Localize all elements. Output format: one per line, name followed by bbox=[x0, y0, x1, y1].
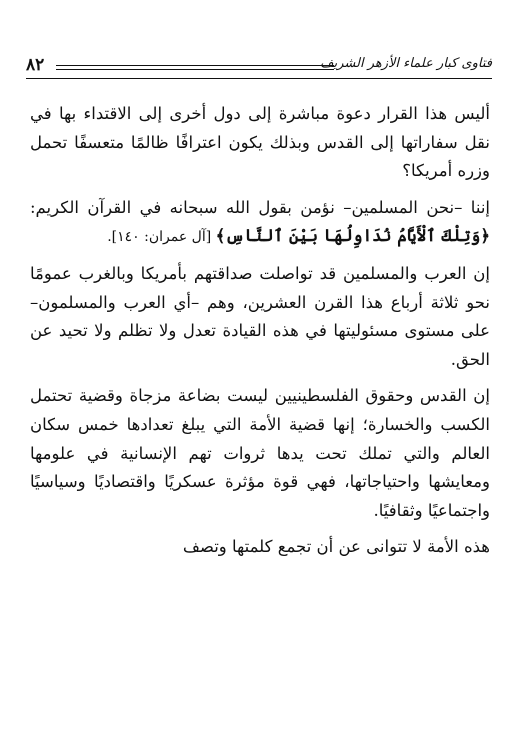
quran-verse: ﴿وَتِلْكَ ٱلْأَيَّامُ نُدَاوِلُهَا بَيْنَ ٱلنَّاسِ﴾ bbox=[215, 226, 490, 246]
verse-reference: [آل عمران: ١٤٠]. bbox=[107, 229, 216, 246]
paragraph-4: إن القدس وحقوق الفلسطينيين ليست بضاعة مزجاة وقضية تحتمل الكسب والخسارة؛ إنها قضية الأمة التي يبلغ تعدادها خمس سكان العالم والتي تملك تحت يدها ثروات تهم الإنسانية في علومها ومعايشها واحتياجاتها، فهي قوة مؤثرة عسكريًا واقتصاديًا وسياسيًا واجتماعيًا وثقافيًا. bbox=[30, 386, 491, 520]
paragraph-1: أليس هذا القرار دعوة مباشرة إلى دول أخرى إلى الاقتداء بها في نقل سفاراتها إلى القدس وبذلك يكون اعترافًا ظالمًا متعسفًا تحمل وزره أمريكا؟ bbox=[30, 104, 490, 181]
header-underline bbox=[26, 78, 492, 79]
paragraph-2 bbox=[30, 194, 490, 252]
body-text bbox=[30, 100, 490, 570]
paragraph-3: إن العرب والمسلمين قد تواصلت صداقتهم بأمريكا وبالغرب عمومًا نحو ثلاثة أرباع هذا القرن العشرين، وهم –أي العرب والمسلمون– على مستوى مسئوليتها في هذه القيادة تعدل ولا تظلم ولا تحيد عن الحق. bbox=[30, 263, 490, 369]
page-number: ٨٢ bbox=[26, 55, 45, 75]
paragraph-2-text: إننا –نحن المسلمين– نؤمن بقول الله سبحانه في القرآن الكريم: bbox=[30, 197, 490, 217]
running-header bbox=[26, 56, 492, 86]
book-title: فتاوى كبار علماء الأزهر الشريف bbox=[320, 56, 492, 71]
header-rule bbox=[56, 65, 334, 70]
paragraph-5: هذه الأمة لا تتوانى عن أن تجمع كلمتها وتصف bbox=[182, 537, 490, 557]
